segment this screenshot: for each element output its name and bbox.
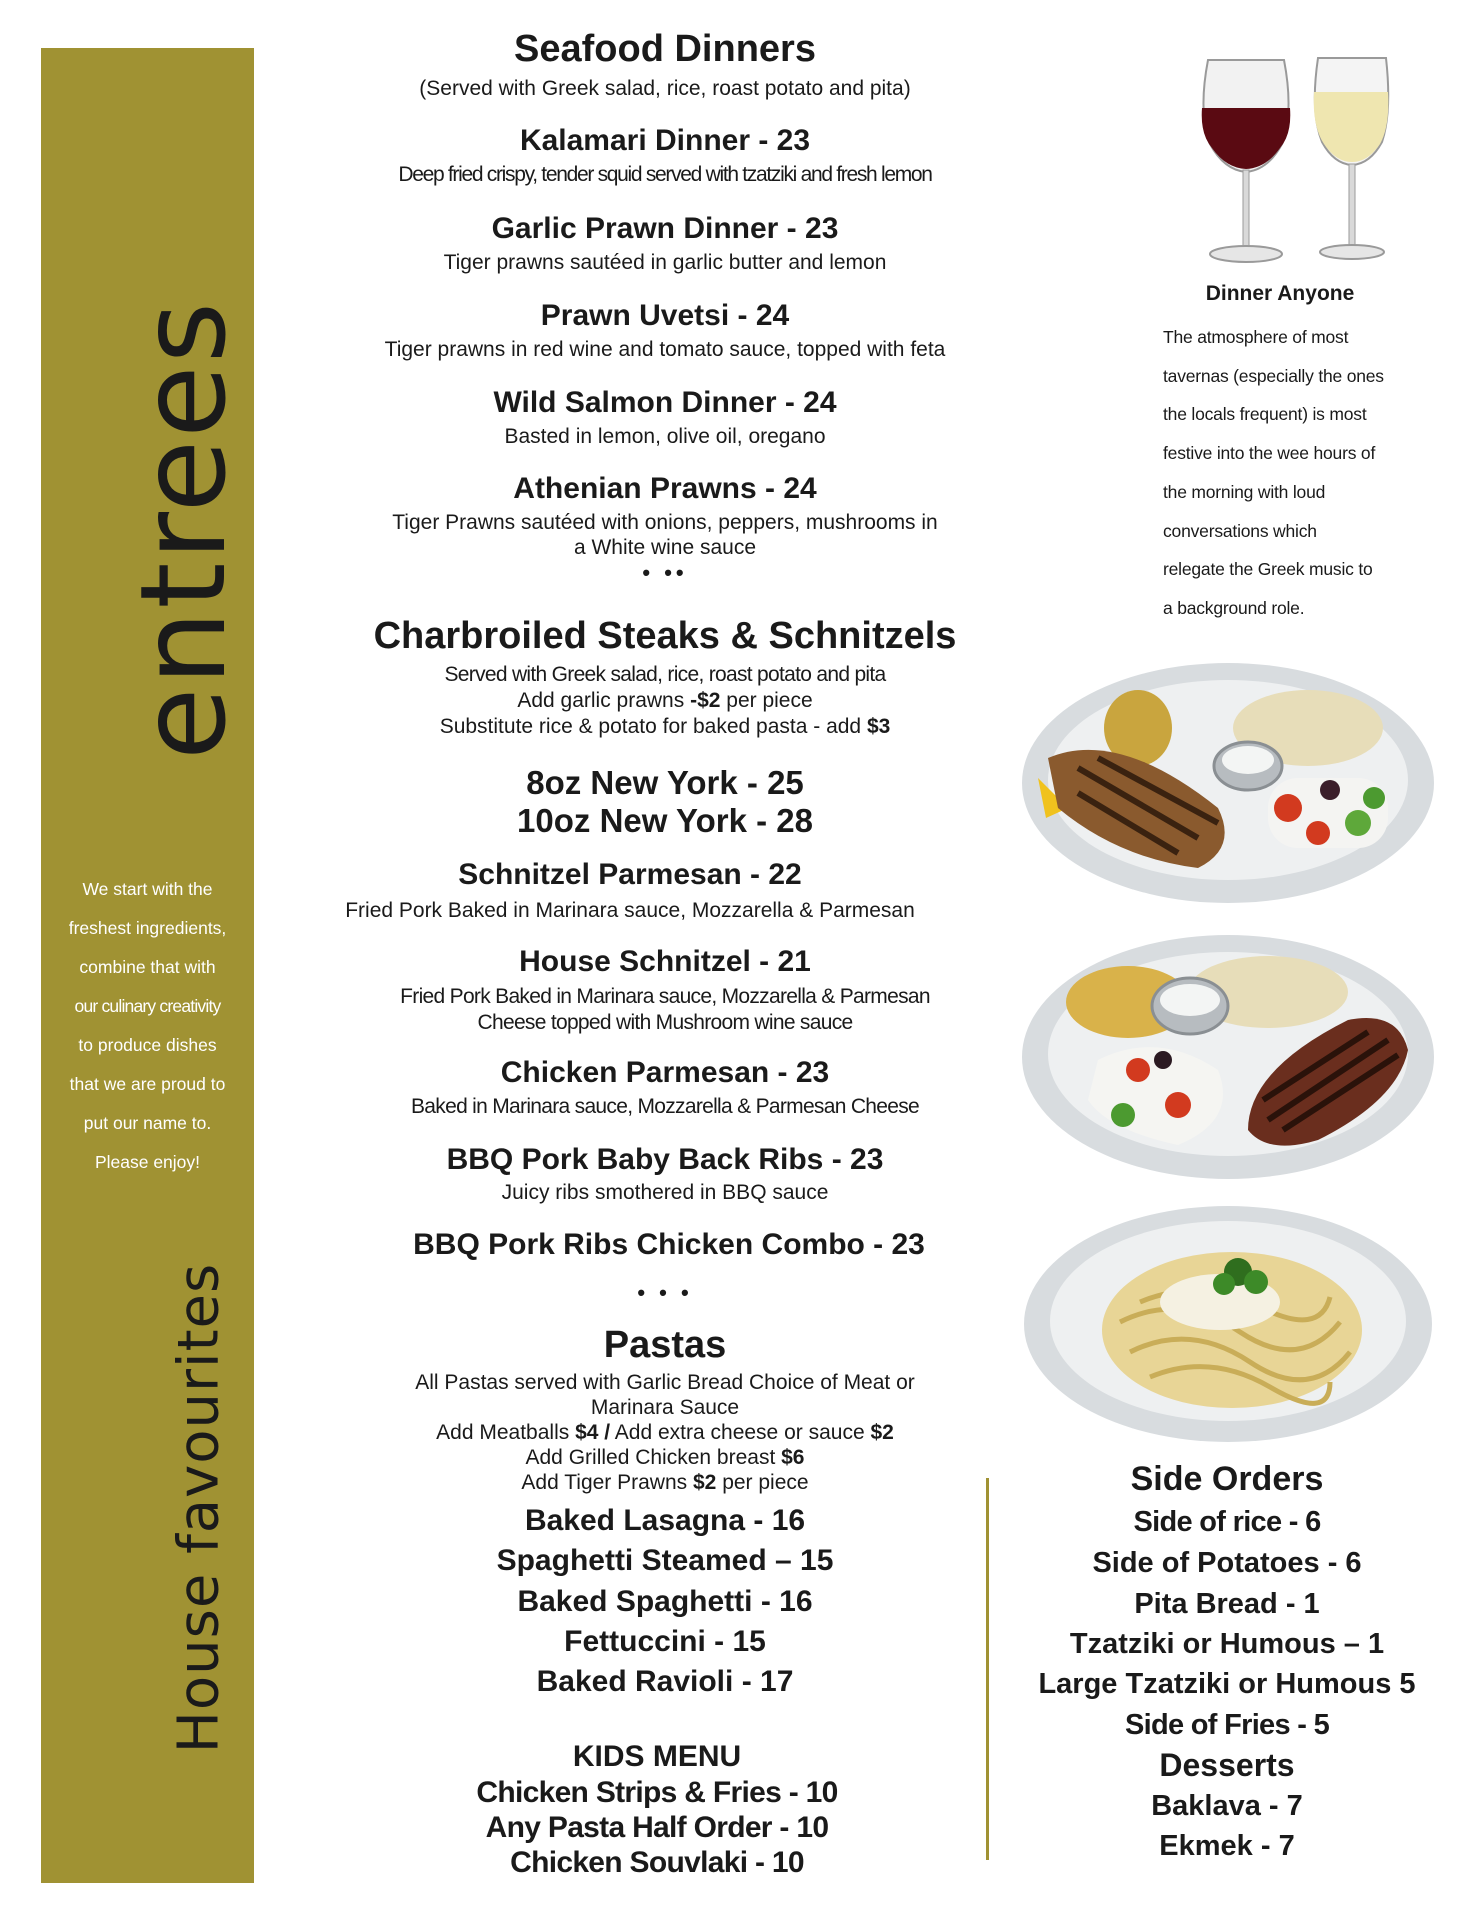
side-order-item: Side of Fries - 5	[1124, 1709, 1330, 1741]
column-divider	[986, 1478, 989, 1860]
pastas-note: Add Grilled Chicken breast $6	[525, 1446, 805, 1469]
menu-item-desc: Deep fried crispy, tender squid served with tzatziki and fresh lemon	[398, 163, 932, 186]
menu-item-name: 8oz New York - 25	[526, 764, 804, 801]
pastas-note: All Pastas served with Garlic Bread Choice of Meat or	[415, 1371, 915, 1394]
section-separator-dots: • ••	[642, 560, 688, 585]
menu-item-desc: Tiger prawns in red wine and tomato sauce, topped with feta	[384, 338, 946, 361]
aside-line: relegate the Greek music to	[1163, 559, 1373, 580]
menu-item-desc: a White wine sauce	[573, 536, 757, 559]
aside-line: a background role.	[1163, 597, 1305, 618]
aside-line: the locals frequent) is most	[1163, 404, 1367, 425]
steaks-note: Served with Greek salad, rice, roast potato and pita	[444, 663, 886, 686]
pastas-note: Marinara Sauce	[590, 1396, 740, 1419]
menu-item-desc: Tiger Prawns sautéed with onions, peppers, mushrooms in	[392, 511, 938, 534]
dessert-item: Ekmek - 7	[1159, 1830, 1295, 1862]
menu-item-name: Spaghetti Steamed – 15	[496, 1544, 834, 1577]
side-order-item: Side of Potatoes - 6	[1092, 1547, 1362, 1579]
dessert-item: Baklava - 7	[1151, 1790, 1303, 1822]
sidebar-panel	[41, 48, 254, 1883]
section-separator-dots: • • •	[637, 1280, 693, 1305]
aside-line: tavernas (especially the ones	[1163, 365, 1384, 386]
menu-item-name: Fettuccini - 15	[564, 1625, 766, 1658]
menu-item-name: 10oz New York - 28	[517, 802, 813, 839]
steaks-note: Add garlic prawns -$2 per piece	[517, 689, 813, 712]
tagline-line: our culinary creativity	[74, 996, 221, 1016]
pastas-note: Add Meatballs $4 / Add extra cheese or sauce $2	[436, 1421, 894, 1444]
tagline-line: that we are proud to	[69, 1074, 226, 1094]
pastas-title: Pastas	[603, 1324, 727, 1366]
menu-item-name: Wild Salmon Dinner - 24	[493, 386, 837, 419]
seafood-subtitle: (Served with Greek salad, rice, roast potato and pita)	[419, 77, 911, 100]
menu-item-desc: Juicy ribs smothered in BBQ sauce	[501, 1181, 829, 1204]
menu-item-desc: Basted in lemon, olive oil, oregano	[504, 425, 826, 448]
pastas-note: Add Tiger Prawns $2 per piece	[521, 1471, 809, 1494]
menu-item-name: Any Pasta Half Order - 10	[485, 1811, 829, 1844]
chicken-plate-icon	[1018, 658, 1438, 908]
aside-line: The atmosphere of most	[1163, 327, 1349, 347]
menu-item-desc: Cheese topped with Mushroom wine sauce	[477, 1011, 853, 1034]
kids-menu-title: KIDS MENU	[572, 1740, 742, 1773]
side-order-item: Tzatziki or Humous – 1	[1069, 1628, 1385, 1660]
seafood-title: Seafood Dinners	[514, 28, 816, 70]
menu-item-name: House Schnitzel - 21	[519, 945, 811, 978]
tagline-line: put our name to.	[83, 1113, 212, 1133]
menu-item-name: Garlic Prawn Dinner - 23	[491, 212, 839, 245]
tagline-line: to produce dishes	[78, 1035, 217, 1055]
tagline-line: Please enjoy!	[94, 1152, 201, 1172]
sidebar-title-entrees: entrees	[114, 299, 252, 761]
desserts-title: Desserts	[1159, 1747, 1295, 1783]
aside-line: festive into the wee hours of	[1163, 443, 1376, 464]
menu-item-name: Chicken Parmesan - 23	[500, 1056, 830, 1089]
side-order-item: Side of rice - 6	[1133, 1506, 1321, 1538]
steaks-title: Charbroiled Steaks & Schnitzels	[373, 615, 957, 657]
steak-plate-icon	[1018, 930, 1438, 1185]
tagline-line: We start with the	[82, 879, 213, 899]
aside-line: conversations which	[1163, 520, 1317, 541]
wine-glasses-icon	[1188, 52, 1398, 272]
menu-item-name: Chicken Souvlaki - 10	[510, 1846, 804, 1879]
tagline-line: freshest ingredients,	[68, 918, 227, 938]
pasta-plate-icon	[1020, 1202, 1436, 1447]
tagline-line: combine that with	[79, 957, 216, 977]
menu-item-name: BBQ Pork Ribs Chicken Combo - 23	[413, 1228, 925, 1261]
side-order-item: Pita Bread - 1	[1134, 1588, 1320, 1620]
menu-item-desc: Fried Pork Baked in Marinara sauce, Mozzarella & Parmesan	[400, 985, 930, 1008]
sidebar-title-house-favourites: House favourites	[166, 1262, 232, 1754]
side-orders-title: Side Orders	[1130, 1460, 1324, 1498]
sidebar-tagline	[41, 870, 254, 1182]
menu-item-name: Prawn Uvetsi - 24	[540, 299, 790, 332]
menu-item-name: Baked Spaghetti - 16	[517, 1585, 813, 1618]
menu-item-name: BBQ Pork Baby Back Ribs - 23	[446, 1143, 884, 1176]
menu-item-name: Baked Ravioli - 17	[536, 1665, 794, 1698]
menu-item-desc: Fried Pork Baked in Marinara sauce, Mozzarella & Parmesan	[345, 899, 915, 922]
menu-item-name: Athenian Prawns - 24	[513, 472, 817, 505]
menu-item-name: Schnitzel Parmesan - 22	[458, 858, 802, 891]
steaks-note: Substitute rice & potato for baked pasta - add $3	[439, 715, 891, 738]
aside-line: the morning with loud	[1163, 481, 1326, 502]
menu-item-name: Chicken Strips & Fries - 10	[476, 1776, 838, 1809]
side-order-item: Large Tzatziki or Humous 5	[1038, 1668, 1416, 1700]
menu-item-name: Kalamari Dinner - 23	[519, 124, 811, 157]
aside-paragraph	[1163, 318, 1384, 628]
menu-item-desc: Tiger prawns sautéed in garlic butter and lemon	[443, 251, 887, 274]
menu-item-desc: Baked in Marinara sauce, Mozzarella & Parmesan Cheese	[411, 1095, 919, 1118]
aside-title: Dinner Anyone	[1205, 282, 1355, 305]
menu-item-name: Baked Lasagna - 16	[524, 1504, 806, 1537]
